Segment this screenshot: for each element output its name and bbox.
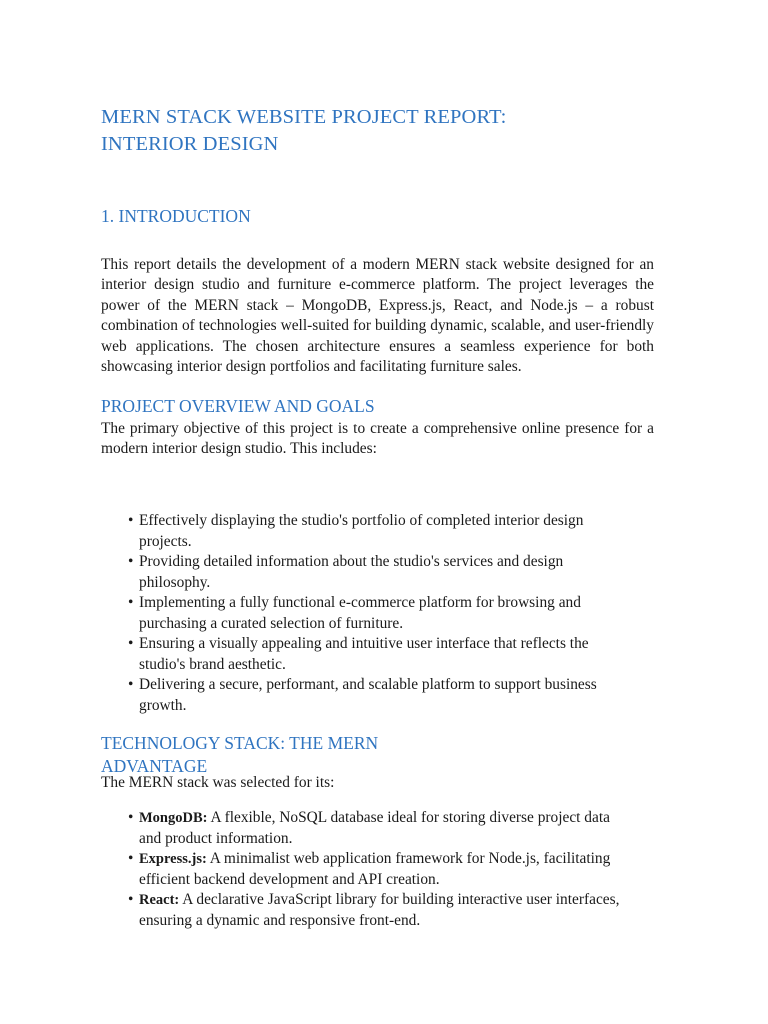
- list-item: [128, 675, 628, 716]
- report-title: [101, 104, 661, 158]
- goal-text: Implementing a fully functional e-commerce platform for browsing and purchasing a curated selection of furniture.: [139, 594, 581, 632]
- list-item: [128, 593, 628, 634]
- bullet-icon: •: [128, 891, 134, 908]
- report-title-line-2: INTERIOR DESIGN: [101, 133, 279, 155]
- list-item: [128, 552, 628, 593]
- introduction-heading: 1. INTRODUCTION: [101, 206, 251, 226]
- goal-text: Ensuring a visually appealing and intuitive user interface that reflects the studio's brand aesthetic.: [139, 635, 589, 673]
- technology-stack-heading: [101, 732, 461, 778]
- technology-description: A minimalist web application framework for Node.js, facilitating efficient backend development and API creation.: [139, 850, 611, 888]
- list-item: [128, 511, 628, 552]
- report-title-line-1: MERN STACK WEBSITE PROJECT REPORT:: [101, 106, 507, 128]
- list-item: [128, 849, 628, 890]
- list-item: [128, 890, 628, 931]
- goal-text: Effectively displaying the studio's portfolio of completed interior design projects.: [139, 512, 584, 550]
- introduction-paragraph: This report details the development of a modern MERN stack website designed for an interior design studio and furniture e-commerce platform. The project leverages the power of the MERN stack – MongoDB, Express.js, React, and Node.js – a robust combination of technologies well-suited for building dynamic, scalable, and user-friendly web applications. The chosen architecture ensures a seamless experience for both showcasing interior design portfolios and facilitating furniture sales.: [101, 256, 654, 376]
- technology-stack-heading-line-2: ADVANTAGE: [101, 756, 208, 776]
- bullet-icon: •: [128, 512, 134, 529]
- bullet-icon: •: [128, 850, 134, 867]
- goal-text: Delivering a secure, performant, and scalable platform to support business growth.: [139, 676, 597, 714]
- bullet-icon: •: [128, 676, 134, 693]
- bullet-icon: •: [128, 809, 134, 826]
- goals-list: [128, 511, 628, 716]
- technology-description: A declarative JavaScript library for building interactive user interfaces, ensuring a dynamic and responsive front-end.: [139, 891, 620, 929]
- technology-term: Express.js:: [139, 851, 207, 867]
- technology-stack-heading-line-1: TECHNOLOGY STACK: THE MERN: [101, 733, 379, 753]
- technology-description: A flexible, NoSQL database ideal for storing diverse project data and product information.: [139, 809, 610, 847]
- bullet-icon: •: [128, 635, 134, 652]
- overview-heading: PROJECT OVERVIEW AND GOALS: [101, 396, 375, 416]
- bullet-icon: •: [128, 594, 134, 611]
- goal-text: Providing detailed information about the studio's services and design philosophy.: [139, 553, 564, 591]
- technology-term: MongoDB:: [139, 810, 208, 826]
- technology-stack-paragraph: The MERN stack was selected for its:: [101, 774, 335, 791]
- list-item: [128, 808, 628, 849]
- list-item: [128, 634, 628, 675]
- bullet-icon: •: [128, 553, 134, 570]
- technology-list: [128, 808, 628, 931]
- overview-paragraph: The primary objective of this project is to create a comprehensive online presence for a modern interior design studio. This includes:: [101, 420, 654, 458]
- technology-term: React:: [139, 892, 180, 908]
